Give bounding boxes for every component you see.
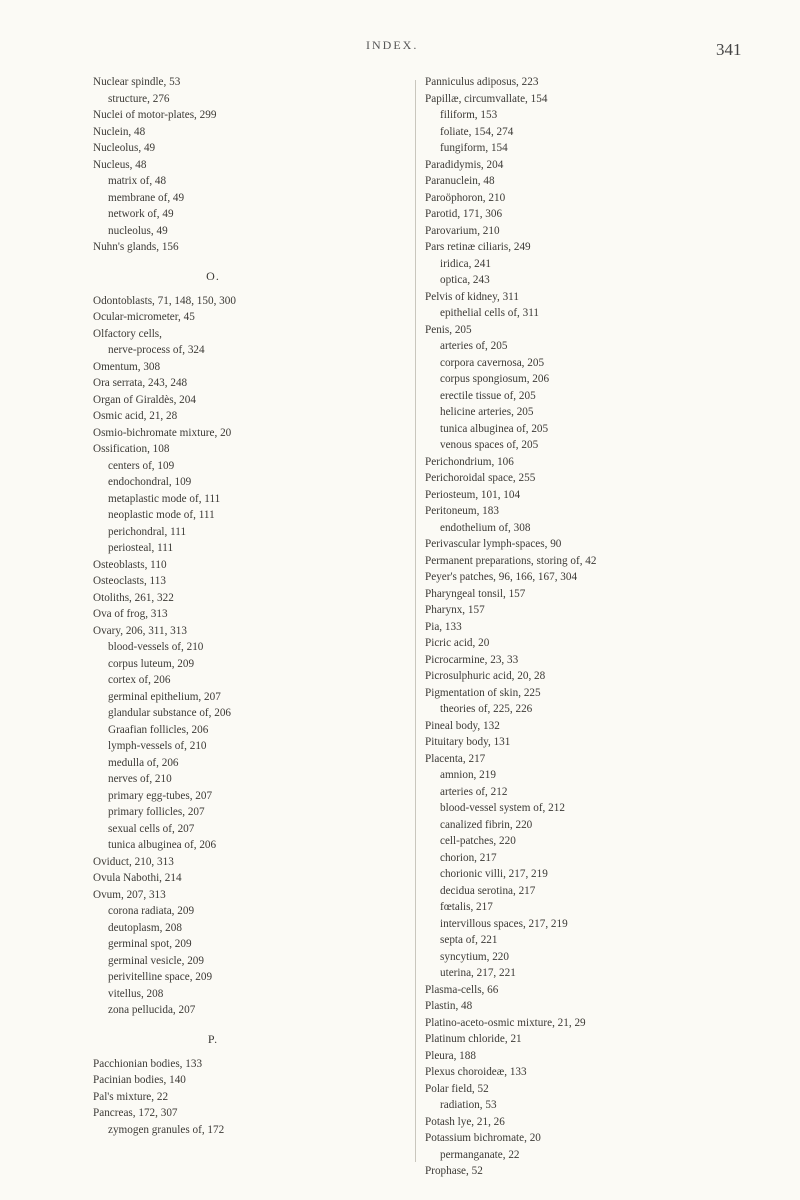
index-subentry: arteries of, 205 xyxy=(440,340,508,352)
index-subentry: sexual cells of, 207 xyxy=(108,822,195,835)
index-entry: Otoliths, 261, 322 xyxy=(93,591,174,604)
index-subentry: corpus spongiosum, 206 xyxy=(440,373,550,385)
index-entry: Paradidymis, 204 xyxy=(425,158,504,171)
index-entry: Panniculus adiposus, 223 xyxy=(425,76,539,88)
index-entry: Ova of frog, 313 xyxy=(93,608,168,620)
index-subentry: theories of, 225, 226 xyxy=(440,703,533,715)
index-subentry: membrane of, 49 xyxy=(108,191,185,204)
index-subentry: amnion, 219 xyxy=(440,769,496,781)
index-entry: Odontoblasts, 71, 148, 150, 300 xyxy=(93,294,236,307)
index-entry: Organ of Giraldès, 204 xyxy=(93,393,196,406)
index-subentry: fœtalis, 217 xyxy=(440,901,493,913)
index-entry: Ocular-micrometer, 45 xyxy=(93,311,195,323)
index-entry: Omentum, 308 xyxy=(93,360,161,373)
index-column-right xyxy=(425,74,785,1180)
column-divider xyxy=(415,80,416,1162)
index-entry: Peritoneum, 183 xyxy=(425,505,499,517)
index-entry: Osteoclasts, 113 xyxy=(93,575,166,587)
index-subentry: glandular substance of, 206 xyxy=(108,707,232,719)
index-subentry: perivitelline space, 209 xyxy=(108,971,213,983)
index-entry: Paranuclein, 48 xyxy=(425,175,495,187)
index-entry: Ovum, 207, 313 xyxy=(93,888,166,901)
index-entry: Pancreas, 172, 307 xyxy=(93,1107,178,1119)
index-entry: Papillæ, circumvallate, 154 xyxy=(425,92,548,105)
index-entry: Picric acid, 20 xyxy=(425,637,490,649)
index-entry: Pal's mixture, 22 xyxy=(93,1090,169,1103)
index-subentry: iridica, 241 xyxy=(440,257,491,270)
index-subentry: zymogen granules of, 172 xyxy=(108,1123,225,1136)
index-entry: Ovula Nabothi, 214 xyxy=(93,872,182,884)
index-subentry: foliate, 154, 274 xyxy=(440,125,514,138)
index-entry: Periosteum, 101, 104 xyxy=(425,488,521,501)
index-entry: Osmic acid, 21, 28 xyxy=(93,410,178,422)
page-number: 341 xyxy=(716,40,742,59)
index-entry: Pacinian bodies, 140 xyxy=(93,1074,186,1086)
index-subentry: Graafian follicles, 206 xyxy=(108,723,209,736)
index-subentry: corpora cavernosa, 205 xyxy=(440,356,545,369)
index-subentry: endochondral, 109 xyxy=(108,476,192,488)
section-letter: O. xyxy=(206,268,220,283)
index-entry: Nuclear spindle, 53 xyxy=(93,76,181,88)
index-entry: Picrocarmine, 23, 33 xyxy=(425,653,519,666)
index-subentry: neoplastic mode of, 111 xyxy=(108,509,215,521)
section-letter: P. xyxy=(207,1031,219,1046)
index-entry: Placenta, 217 xyxy=(425,752,486,765)
index-entry: Osmio-bichromate mixture, 20 xyxy=(93,426,232,439)
index-subentry: structure, 276 xyxy=(108,92,170,105)
index-subentry: germinal vesicle, 209 xyxy=(108,954,204,967)
index-entry: Pelvis of kidney, 311 xyxy=(425,290,519,303)
index-subentry: syncytium, 220 xyxy=(440,950,509,963)
index-entry: Platinum chloride, 21 xyxy=(425,1033,522,1045)
index-subentry: nucleolus, 49 xyxy=(108,224,168,237)
index-subentry: zona pellucida, 207 xyxy=(108,1004,196,1016)
index-entry: Olfactory cells, xyxy=(93,327,162,340)
index-subentry: matrix of, 48 xyxy=(108,175,167,187)
index-subentry: optica, 243 xyxy=(440,274,490,286)
index-subentry: centers of, 109 xyxy=(108,459,175,472)
index-entry: Nucleolus, 49 xyxy=(93,142,156,154)
running-header: INDEX. xyxy=(366,38,419,52)
index-entry: Nuclei of motor-plates, 299 xyxy=(93,109,217,121)
index-subentry: nerves of, 210 xyxy=(108,773,172,785)
index-entry: Penis, 205 xyxy=(425,323,472,336)
index-entry: Perichondrium, 106 xyxy=(425,455,514,468)
index-subentry: germinal spot, 209 xyxy=(108,938,192,950)
index-subentry: filiform, 153 xyxy=(440,109,498,121)
index-entry: Plexus choroideæ, 133 xyxy=(425,1066,527,1078)
index-entry: Polar field, 52 xyxy=(425,1082,489,1095)
index-entry: Plasma-cells, 66 xyxy=(425,983,499,996)
index-subentry: epithelial cells of, 311 xyxy=(440,307,539,319)
index-entry: Potash lye, 21, 26 xyxy=(425,1115,505,1128)
index-entry: Pharynx, 157 xyxy=(425,604,485,616)
index-subentry: arteries of, 212 xyxy=(440,785,508,798)
index-subentry: canalized fibrin, 220 xyxy=(440,818,533,831)
index-subentry: perichondral, 111 xyxy=(108,525,187,538)
index-entry: Peyer's patches, 96, 166, 167, 304 xyxy=(425,571,578,583)
index-column-left xyxy=(93,74,393,1138)
index-entry: Pleura, 188 xyxy=(425,1049,476,1062)
index-subentry: permanganate, 22 xyxy=(440,1148,520,1161)
index-entry: Potassium bichromate, 20 xyxy=(425,1132,541,1144)
index-subentry: corona radiata, 209 xyxy=(108,905,195,917)
index-subentry: radiation, 53 xyxy=(440,1099,497,1111)
index-entry: Pia, 133 xyxy=(425,620,462,633)
index-entry: Paroöphoron, 210 xyxy=(425,191,506,204)
index-entry: Prophase, 52 xyxy=(425,1165,483,1177)
index-subentry: periosteal, 111 xyxy=(108,542,174,554)
index-subentry: primary follicles, 207 xyxy=(108,806,205,818)
index-entry: Platino-aceto-osmic mixture, 21, 29 xyxy=(425,1016,586,1029)
index-subentry: medulla of, 206 xyxy=(108,756,179,769)
index-entry: Ossification, 108 xyxy=(93,443,170,455)
index-subentry: helicine arteries, 205 xyxy=(440,406,534,418)
index-entry: Nuhn's glands, 156 xyxy=(93,241,179,253)
index-entry: Pituitary body, 131 xyxy=(425,736,511,748)
index-entry: Pigmentation of skin, 225 xyxy=(425,686,541,699)
index-entry: Nucleus, 48 xyxy=(93,158,147,171)
index-subentry: germinal epithelium, 207 xyxy=(108,690,221,703)
index-entry: Pars retinæ ciliaris, 249 xyxy=(425,241,531,253)
index-entry: Oviduct, 210, 313 xyxy=(93,855,174,868)
index-subentry: erectile tissue of, 205 xyxy=(440,389,536,402)
index-entry: Nuclein, 48 xyxy=(93,125,146,138)
index-subentry: network of, 49 xyxy=(108,208,174,220)
index-subentry: chorion, 217 xyxy=(440,851,497,864)
index-subentry: tunica albuginea of, 206 xyxy=(108,839,217,851)
index-subentry: vitellus, 208 xyxy=(108,987,164,1000)
index-entry: Pineal body, 132 xyxy=(425,719,500,732)
index-subentry: primary egg-tubes, 207 xyxy=(108,789,213,802)
index-subentry: decidua serotina, 217 xyxy=(440,884,536,897)
index-subentry: tunica albuginea of, 205 xyxy=(440,422,549,435)
index-subentry: deutoplasm, 208 xyxy=(108,921,182,934)
index-subentry: blood-vessel system of, 212 xyxy=(440,802,565,814)
index-entry: Parovarium, 210 xyxy=(425,224,500,237)
index-subentry: blood-vessels of, 210 xyxy=(108,641,204,653)
index-entry: Plastin, 48 xyxy=(425,1000,473,1012)
index-entry: Perichoroidal space, 255 xyxy=(425,472,536,484)
index-entry: Picrosulphuric acid, 20, 28 xyxy=(425,670,546,682)
index-entry: Osteoblasts, 110 xyxy=(93,558,167,571)
index-subentry: intervillous spaces, 217, 219 xyxy=(440,917,568,930)
index-subentry: lymph-vessels of, 210 xyxy=(108,740,207,752)
index-subentry: metaplastic mode of, 111 xyxy=(108,492,221,505)
index-entry: Pharyngeal tonsil, 157 xyxy=(425,587,526,600)
index-entry: Pacchionian bodies, 133 xyxy=(93,1057,203,1070)
index-subentry: uterina, 217, 221 xyxy=(440,967,516,979)
index-subentry: endothelium of, 308 xyxy=(440,521,531,534)
index-subentry: septa of, 221 xyxy=(440,934,498,946)
index-subentry: cell-patches, 220 xyxy=(440,835,516,847)
index-entry: Perivascular lymph-spaces, 90 xyxy=(425,538,562,550)
index-subentry: nerve-process of, 324 xyxy=(108,344,205,356)
index-subentry: venous spaces of, 205 xyxy=(440,439,539,451)
index-entry: Ovary, 206, 311, 313 xyxy=(93,624,187,637)
index-subentry: fungiform, 154 xyxy=(440,142,508,154)
index-subentry: chorionic villi, 217, 219 xyxy=(440,868,548,880)
index-entry: Parotid, 171, 306 xyxy=(425,208,503,220)
index-subentry: corpus luteum, 209 xyxy=(108,657,195,670)
index-entry: Ora serrata, 243, 248 xyxy=(93,377,188,389)
index-subentry: cortex of, 206 xyxy=(108,674,171,686)
index-entry: Permanent preparations, storing of, 42 xyxy=(425,554,597,567)
